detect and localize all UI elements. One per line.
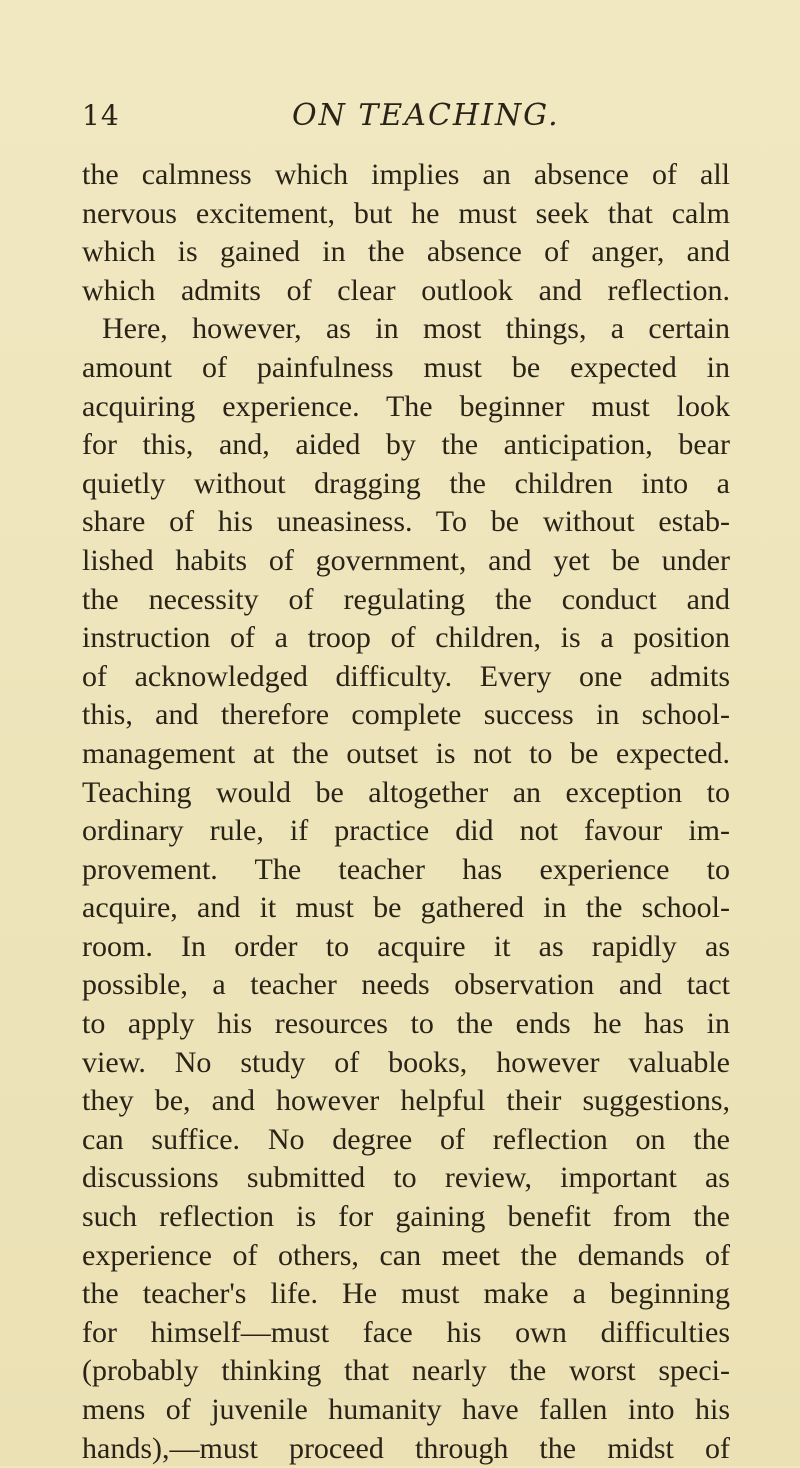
- running-head: ON TEACHING.: [292, 98, 560, 133]
- text-line: they be, and however helpful their suggestions,: [82, 1084, 730, 1118]
- text-line: share of his uneasiness. To be without estab-: [82, 505, 730, 539]
- text-line: hands),—must proceed through the midst of: [82, 1431, 730, 1465]
- text-line: management at the outset is not to be expected.: [82, 736, 730, 770]
- text-line: lished habits of government, and yet be under: [82, 543, 730, 577]
- text-line: ordinary rule, if practice did not favour im-: [82, 814, 730, 848]
- text-line: experience of others, can meet the demands of: [82, 1238, 730, 1272]
- page-number: 14: [82, 99, 120, 132]
- text-line: such reflection is for gaining benefit from the: [82, 1200, 730, 1234]
- text-line: the teacher's life. He must make a beginning: [82, 1277, 730, 1311]
- text-line: can suffice. No degree of reflection on the: [82, 1122, 730, 1156]
- text-line: which admits of clear outlook and reflection.: [82, 273, 730, 307]
- text-line: discussions submitted to review, important as: [82, 1161, 730, 1195]
- page-header: [82, 94, 718, 138]
- text-line: this, and therefore complete success in school-: [82, 698, 730, 732]
- text-line: amount of painfulness must be expected in: [82, 350, 730, 384]
- text-line: possible, a teacher needs observation and tact: [82, 968, 730, 1002]
- text-line: acquiring experience. The beginner must look: [82, 389, 730, 423]
- text-line: which is gained in the absence of anger, and: [82, 235, 730, 269]
- body-text: [82, 156, 730, 1468]
- text-line: the necessity of regulating the conduct and: [82, 582, 730, 616]
- text-line: acquire, and it must be gathered in the school-: [82, 891, 730, 925]
- text-line: Here, however, as in most things, a certain: [102, 312, 730, 346]
- text-line: for this, and, aided by the anticipation, bear: [82, 428, 730, 462]
- text-line: provement. The teacher has experience to: [82, 852, 730, 886]
- text-line: Teaching would be altogether an exception to: [82, 775, 730, 809]
- text-line: room. In order to acquire it as rapidly as: [82, 929, 730, 963]
- text-line: quietly without dragging the children into a: [82, 466, 730, 500]
- text-line: instruction of a troop of children, is a position: [82, 621, 730, 655]
- text-line: mens of juvenile humanity have fallen into his: [82, 1393, 730, 1426]
- text-line: for himself—must face his own difficulties: [82, 1315, 730, 1349]
- text-line: of acknowledged difficulty. Every one admits: [82, 659, 730, 693]
- text-line: the calmness which implies an absence of all: [82, 158, 730, 191]
- text-line: view. No study of books, however valuable: [82, 1045, 730, 1079]
- text-line: nervous excitement, but he must seek that calm: [82, 196, 730, 230]
- text-line: (probably thinking that nearly the worst speci-: [82, 1354, 730, 1388]
- text-line: to apply his resources to the ends he has in: [82, 1007, 730, 1041]
